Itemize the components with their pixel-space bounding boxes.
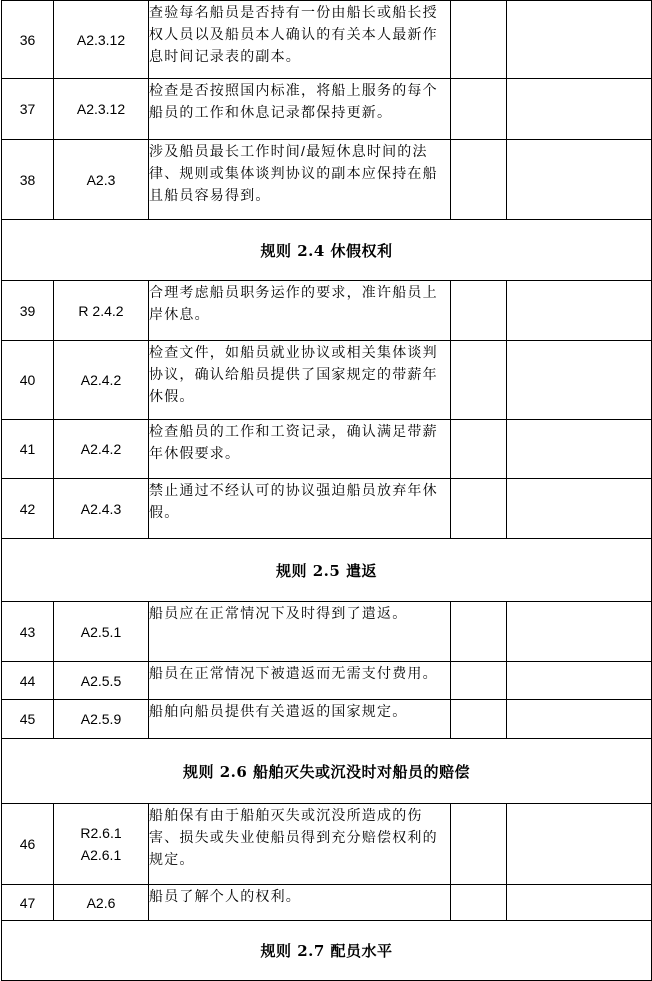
regulation-reference	[54, 700, 149, 739]
regulation-reference	[54, 885, 149, 921]
item-number: 38	[2, 140, 54, 220]
reference-code: R2.6.1	[80, 825, 122, 841]
table-row	[2, 1, 652, 79]
inspection-item-text: 检查船员的工作和工资记录，确认满足带薪年休假要求。	[149, 420, 451, 479]
inspection-item-text: 检查文件，如船员就业协议或相关集体谈判协议，确认给船员提供了国家规定的带薪年休假。	[149, 341, 451, 420]
table-row	[2, 885, 652, 921]
section-header-row	[2, 539, 652, 602]
table-row	[2, 804, 652, 885]
item-number: 47	[2, 885, 54, 921]
remarks-cell[interactable]	[507, 479, 652, 539]
result-cell[interactable]	[451, 281, 507, 341]
section-title: 规则 2.5 遣返	[2, 539, 652, 602]
item-number: 46	[2, 804, 54, 885]
reference-code: A2.6	[86, 894, 116, 911]
result-cell[interactable]	[451, 804, 507, 885]
section-header-row	[2, 739, 652, 804]
item-number: 39	[2, 281, 54, 341]
table-row	[2, 281, 652, 341]
item-number: 45	[2, 700, 54, 739]
reference-code: A2.4.2	[80, 372, 122, 388]
inspection-item-text: 查验每名船员是否持有一份由船长或船长授权人员以及船员本人确认的有关本人最新作息时间记录表的副本。	[149, 1, 451, 79]
result-cell[interactable]	[451, 341, 507, 420]
reference-code: A2.3	[86, 171, 116, 188]
item-number: 42	[2, 479, 54, 539]
section-title: 规则 2.6 船舶灭失或沉没时对船员的赔偿	[2, 739, 652, 804]
item-number: 43	[2, 602, 54, 662]
inspection-item-text: 船员在正常情况下被遣返而无需支付费用。	[149, 662, 451, 700]
remarks-cell[interactable]	[507, 140, 652, 220]
reference-code: A2.4.3	[80, 500, 122, 517]
table-row	[2, 662, 652, 700]
inspection-item-text: 船员了解个人的权利。	[149, 885, 451, 921]
inspection-item-text: 船舶保有由于船舶灭失或沉没所造成的伤害、损失或失业使船员得到充分赔偿权利的规定。	[149, 804, 451, 885]
result-cell[interactable]	[451, 79, 507, 140]
regulation-reference	[54, 804, 149, 885]
inspection-item-text: 船舶向船员提供有关遣返的国家规定。	[149, 700, 451, 739]
reference-code: R 2.4.2	[78, 302, 124, 319]
result-cell[interactable]	[451, 662, 507, 700]
remarks-cell[interactable]	[507, 79, 652, 140]
section-header-row	[2, 220, 652, 281]
table-row	[2, 140, 652, 220]
reference-code: A2.5.1	[80, 623, 122, 640]
inspection-item-text: 涉及船员最长工作时间/最短休息时间的法律、规则或集体谈判协议的副本应保持在船且船员容易得到。	[149, 140, 451, 220]
regulation-reference	[54, 602, 149, 662]
result-cell[interactable]	[451, 602, 507, 662]
result-cell[interactable]	[451, 140, 507, 220]
reference-code: A2.3.12	[76, 101, 126, 117]
section-header-row	[2, 921, 652, 981]
inspection-item-text: 合理考虑船员职务运作的要求，准许船员上岸休息。	[149, 281, 451, 341]
table-row	[2, 602, 652, 662]
remarks-cell[interactable]	[507, 700, 652, 739]
item-number: 36	[2, 1, 54, 79]
inspection-item-text: 检查是否按照国内标准，将船上服务的每个船员的工作和休息记录都保持更新。	[149, 79, 451, 140]
regulation-reference	[54, 1, 149, 79]
section-title: 规则 2.4 休假权利	[2, 220, 652, 281]
result-cell[interactable]	[451, 479, 507, 539]
result-cell[interactable]	[451, 700, 507, 739]
item-number: 37	[2, 79, 54, 140]
inspection-item-text: 船员应在正常情况下及时得到了遣返。	[149, 602, 451, 662]
remarks-cell[interactable]	[507, 602, 652, 662]
table-row	[2, 79, 652, 140]
remarks-cell[interactable]	[507, 885, 652, 921]
regulation-reference	[54, 479, 149, 539]
regulation-reference	[54, 420, 149, 479]
remarks-cell[interactable]	[507, 281, 652, 341]
table-row	[2, 700, 652, 739]
reference-code: A2.3.12	[76, 31, 126, 48]
section-title: 规则 2.7 配员水平	[2, 921, 652, 981]
inspection-item-text: 禁止通过不经认可的协议强迫船员放弃年休假。	[149, 479, 451, 539]
item-number: 44	[2, 662, 54, 700]
remarks-cell[interactable]	[507, 662, 652, 700]
result-cell[interactable]	[451, 885, 507, 921]
inspection-checklist-table	[1, 0, 652, 981]
item-number: 40	[2, 341, 54, 420]
result-cell[interactable]	[451, 420, 507, 479]
regulation-reference	[54, 341, 149, 420]
item-number: 41	[2, 420, 54, 479]
table-row	[2, 341, 652, 420]
remarks-cell[interactable]	[507, 420, 652, 479]
checklist-body	[2, 1, 652, 981]
reference-code: A2.6.1	[80, 847, 122, 863]
result-cell[interactable]	[451, 1, 507, 79]
table-row	[2, 479, 652, 539]
regulation-reference	[54, 662, 149, 700]
remarks-cell[interactable]	[507, 804, 652, 885]
table-row	[2, 420, 652, 479]
reference-code: A2.5.5	[80, 672, 122, 689]
regulation-reference	[54, 281, 149, 341]
reference-code: A2.4.2	[80, 441, 122, 457]
reference-code: A2.5.9	[80, 711, 122, 727]
remarks-cell[interactable]	[507, 341, 652, 420]
regulation-reference	[54, 140, 149, 220]
remarks-cell[interactable]	[507, 1, 652, 79]
regulation-reference	[54, 79, 149, 140]
